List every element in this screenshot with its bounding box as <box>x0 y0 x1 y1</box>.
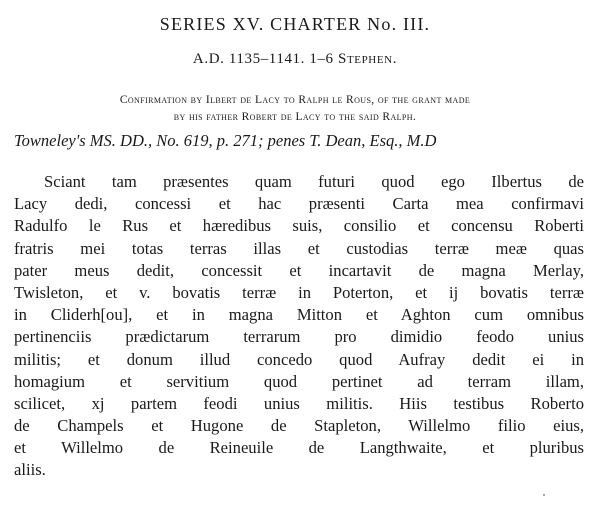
charter-line: et Willelmo de Reineuile de Langthwaite, et pluribus <box>14 438 584 458</box>
regnal-years: 1–6 Stephen. <box>309 51 398 67</box>
charter-line: Radulfo le Rus et hæredibus suis, consilio et concensu Roberti <box>14 216 584 236</box>
date-prefix: A.D. <box>192 51 225 67</box>
charter-line: pertinenciis prædictarum terrarum pro dimidio feodo unius <box>14 327 584 347</box>
charter-line: de Champels et Hugone de Stapleton, Willelmo filio eius, <box>14 416 584 436</box>
series-charter-heading: SERIES XV. CHARTER No. III. <box>159 14 431 34</box>
confirmation-summary <box>14 92 576 126</box>
charter-line: Lacy dedi, concessi et hac præsenti Carta mea confirmavi <box>14 194 584 214</box>
page-speck <box>543 494 545 496</box>
date-line <box>0 51 590 68</box>
confirmation-line-1: Confirmation by Ilbert de Lacy to Ralph le Rous, of the grant made <box>119 94 471 106</box>
confirmation-line-2: by his father Robert de Lacy to the said Ralph. <box>173 111 417 123</box>
source-reference <box>14 131 580 151</box>
charter-text <box>14 171 584 482</box>
charter-line: fratris mei totas terras illas et custodias terræ meæ quas <box>14 238 584 258</box>
charter-line: in Cliderh[ou], et in magna Mitton et Aghton cum omnibus <box>14 305 584 325</box>
source-citation: Towneley's MS. DD., No. 619, p. 271; <box>14 131 264 150</box>
charter-line: Sciant tam præsentes quam futuri quod ego Ilbertus de <box>44 172 584 191</box>
charter-line: homagium et servitium quod pertinet ad terram illam, <box>14 371 584 391</box>
charter-line: scilicet, xj partem feodi unius militis. Hiis testibus Roberto <box>14 393 584 413</box>
charter-line: aliis. <box>14 460 46 480</box>
charter-line: militis; et donum illud concedo quod Aufray dedit ei in <box>14 349 584 369</box>
charter-line: pater meus dedit, concessit et incartavit de magna Merlay, <box>14 260 584 280</box>
date-years: 1135–1141. <box>228 51 305 67</box>
charter-line: Twisleton, et v. bovatis terræ in Poterton, et ij bovatis terræ <box>14 282 584 302</box>
source-holder: penes T. Dean, Esq., M.D <box>267 131 437 150</box>
